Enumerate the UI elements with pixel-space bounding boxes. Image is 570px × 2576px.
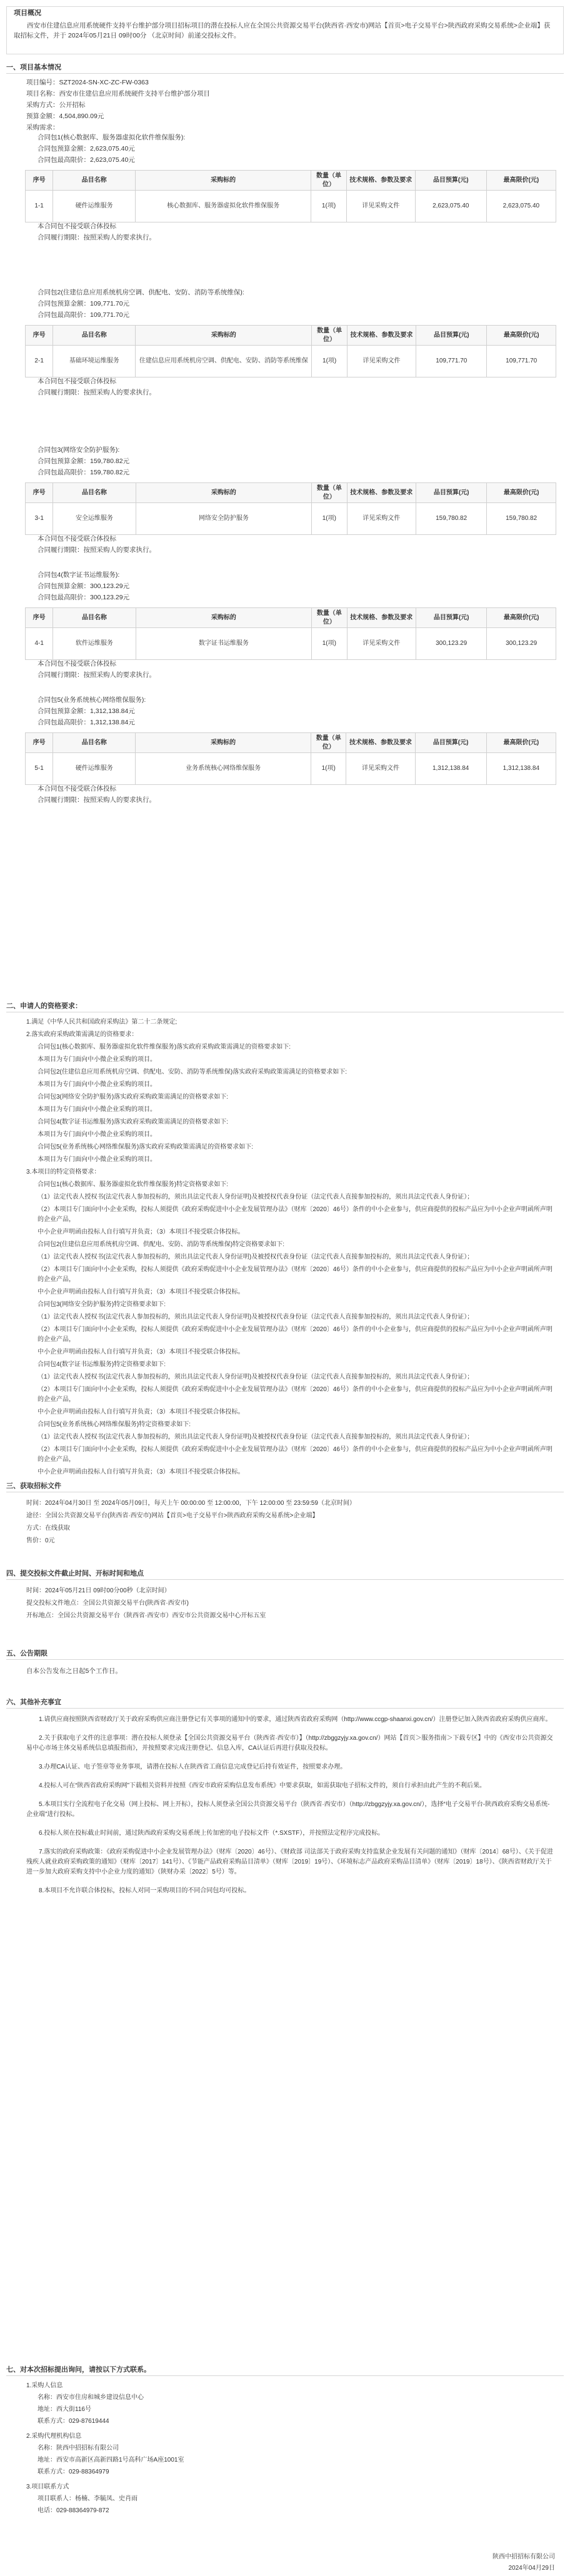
procurement-method: 采购方式：公开招标: [26, 101, 86, 109]
table-header-cell: 品目预算(元): [415, 733, 486, 753]
document-info-line: 售价：0元: [26, 1537, 55, 1544]
package-note-line: 本合同包不接受联合体投标: [38, 535, 116, 542]
document-info-line: 时间：2024年04月30日 至 2024年05月09日，每天上午 00:00:00 至 12:00:00，下午 12:00:00 至 23:59:59（北京时间）: [26, 1500, 356, 1507]
package-intro-line: 合同包预算金额：300,123.29元: [38, 582, 130, 590]
table-cell: 1,312,138.84: [486, 753, 556, 785]
package-intro-line: 合同包预算金额：1,312,138.84元: [38, 707, 135, 715]
qualification-line: 合同包5(业务系统核心网络维保服务)落实政府采购政策需满足的资格要求如下:: [38, 1144, 253, 1151]
table-header-cell: 最高限价(元): [487, 483, 556, 503]
qualification-line: 中小企业声明函由投标人自行填写并负责；（3）本项目不接受联合体投标。: [38, 1229, 244, 1236]
package-note-line: 合同履行期限：按照采购人的要求执行。: [38, 234, 156, 241]
table-cell: 159,780.82: [416, 503, 487, 535]
notice-paragraph: 6.投标人须在投标截止时间前，通过陕西政府采购交易系统上传加密的电子投标文件（*.SXSTF），并按照法定程序完成投标。: [39, 1830, 384, 1837]
qualification-line: （1）法定代表人授权书(法定代表人参加投标的，须出具法定代表人身份证明)及被授权代表身份证（法定代表人直接参加投标的，须出具法定代表人身份证）；: [38, 1194, 474, 1201]
table-row: [26, 753, 556, 785]
table-header-cell: 品目名称: [53, 733, 136, 753]
package-intro-line: 合同包最高限价：1,312,138.84元: [38, 719, 135, 726]
qualification-requirements: [26, 1017, 555, 1480]
project-overview-box: [6, 6, 564, 54]
table-cell: 5-1: [26, 753, 53, 785]
package-note-line: 本合同包不接受联合体投标: [38, 222, 116, 230]
table-header-cell: 技术规格、参数及要求: [346, 171, 415, 191]
package-table: [25, 325, 556, 377]
section-title-basic-info: 一、项目基本情况: [6, 64, 61, 71]
deadline-info: [26, 1586, 555, 1624]
qualification-line: 合同包2(住建信息应用系统机房空调、供配电、安防、消防等系统维保)特定资格要求如下:: [38, 1241, 284, 1248]
table-cell: 1,312,138.84: [415, 753, 486, 785]
table-header-cell: 技术规格、参数及要求: [347, 483, 416, 503]
table-cell: 住建信息应用系统机房空调、供配电、安防、消防等系统维保: [136, 346, 312, 377]
contact-line: 联系方式：029-87619444: [38, 2418, 109, 2425]
qualification-line: 合同包5(业务系统核心网络维保服务)特定资格要求如下:: [38, 1421, 191, 1428]
project-name: 项目名称：西安市住建信息应用系统硬件支持平台维护部分项目: [26, 90, 210, 97]
package-intro-line: 合同包预算金额：159,780.82元: [38, 457, 130, 465]
contact-line: 地址：西大街116号: [38, 2406, 91, 2413]
table-header-cell: 采购标的: [135, 171, 311, 191]
table-cell: 2,623,075.40: [486, 191, 556, 222]
qualification-line: （2）本项目专门面向中小企业采购，投标人须提供《政府采购促进中小企业发展管理办法》（财库〔2020〕46号）条件的中小企业参与，供应商提供的投标产品应为中小企业声明函所声明的企业产品，: [38, 1206, 552, 1223]
notice-paragraph: 1.请供应商按照陕西省财政厅关于政府采购供应商注册登记有关事项的通知中的要求，通过陕西省政府采购网（http://www.ccgp-shaanxi.gov.cn/）注册登记加入陕西省政府采购供应商库。: [39, 1716, 552, 1723]
contact-line: 联系方式：029-88364979: [38, 2469, 109, 2475]
table-row: [26, 191, 556, 222]
qualification-line: （1）法定代表人授权书(法定代表人参加投标的，须出具法定代表人身份证明)及被授权代表身份证（法定代表人直接参加投标的，须出具法定代表人身份证）；: [38, 1434, 474, 1440]
table-header-cell: 数量（单位）: [312, 483, 347, 503]
notice-paragraph: 8.本项目不允许联合体投标，投标人对同一采购项目的不同合同包均可投标。: [39, 1887, 251, 1894]
requirement-label: 采购需求：: [26, 124, 59, 131]
table-cell: 基础环境运维服务: [53, 346, 136, 377]
contact-line: 地址：西安市高新区高新四路1号高科广场A座1001室: [38, 2457, 184, 2464]
table-cell: 业务系统核心网络维保服务: [136, 753, 311, 785]
package-note-line: 本合同包不接受联合体投标: [38, 377, 116, 385]
qualification-line: 本项目为专门面向中小微企业采购的项目。: [38, 1131, 156, 1138]
table-header-cell: 技术规格、参数及要求: [346, 733, 415, 753]
table-cell: 109,771.70: [416, 346, 487, 377]
section-divider: [6, 1659, 564, 1660]
table-cell: 核心数据库、服务器虚拟化软件维保服务: [135, 191, 311, 222]
table-cell: 1(项): [311, 191, 346, 222]
package-intro-line: 合同包预算金额：2,623,075.40元: [38, 145, 135, 152]
contact-group-title: 1.采购人信息: [26, 2382, 63, 2389]
table-header-cell: 数量（单位）: [311, 733, 346, 753]
table-cell: 1(项): [311, 753, 346, 785]
package-note-line: 合同履行期限：按照采购人的要求执行。: [38, 671, 156, 679]
qualification-line: （1）法定代表人授权书(法定代表人参加投标的，须出具法定代表人身份证明)及被授权代表身份证（法定代表人直接参加投标的，须出具法定代表人身份证）；: [38, 1314, 474, 1320]
table-header-cell: 采购标的: [136, 326, 312, 346]
table-cell: 硬件运维服务: [53, 753, 136, 785]
table-header-cell: 品目名称: [53, 483, 136, 503]
budget-amount: 预算金额：4,504,890.09元: [26, 112, 104, 120]
contact-line: 名称：陕西中招招标有限公司: [38, 2445, 119, 2452]
table-header-cell: 品目名称: [53, 326, 136, 346]
table-header-cell: 采购标的: [136, 608, 312, 628]
announcement-period-text: 自本公告发布之日起5个工作日。: [26, 1667, 122, 1675]
overview-heading: 项目概况: [14, 9, 41, 17]
qualification-line: 合同包1(核心数据库、服务器虚拟化软件维保服务)特定资格要求如下:: [38, 1181, 228, 1188]
package-intro-line: 合同包预算金额：109,771.70元: [38, 300, 130, 307]
qualification-line: 合同包1(核心数据库、服务器虚拟化软件维保服务)落实政府采购政策需满足的资格要求如下:: [38, 1044, 291, 1051]
notice-paragraph: 4.投标人可在“陕西省政府采购网”下载相关资料并按照《西安市政府采购信息发布系统》中要求获取，如需获取电子招标文件的，须自行承担由此产生的不利后果。: [39, 1782, 486, 1789]
deadline-line: 开标地点：全国公共资源交易平台（陕西省·西安市）西安市公共资源交易中心开标五室: [26, 1612, 266, 1619]
deadline-line: 时间：2024年05月21日 09时00分00秒（北京时间）: [26, 1587, 171, 1594]
table-cell: 详见采购文件: [347, 628, 416, 660]
section-title-contact: 七、对本次招标提出询问，请按以下方式联系。: [6, 2366, 151, 2374]
table-row: [26, 346, 556, 377]
qualification-line: 中小企业声明函由投标人自行填写并负责；（3）本项目不接受联合体投标。: [38, 1289, 244, 1295]
package-intro-line: 合同包5(业务系统核心网络维保服务):: [38, 696, 146, 704]
package-note-line: 本合同包不接受联合体投标: [38, 785, 116, 792]
contact-line: 电话：029-88364979-872: [38, 2507, 109, 2514]
table-header-cell: 采购标的: [136, 483, 312, 503]
table-cell: 软件运维服务: [53, 628, 136, 660]
table-cell: 2,623,075.40: [415, 191, 486, 222]
table-header-cell: 数量（单位）: [312, 326, 347, 346]
table-header-cell: 品目名称: [53, 608, 136, 628]
package-note-line: 合同履行期限：按照采购人的要求执行。: [38, 796, 156, 804]
qualification-line: 合同包2(住建信息应用系统机房空调、供配电、安防、消防等系统维保)落实政府采购政策需满足的资格要求如下:: [38, 1069, 347, 1076]
qualification-line: 本项目为专门面向中小微企业采购的项目。: [38, 1156, 156, 1163]
section-title-qualification: 二、申请人的资格要求：: [6, 1002, 82, 1010]
document-info-line: 途径：全国公共资源交易平台(陕西省·西安市)网站【首页>电子交易平台>陕西政府采购交易系统>企业端】: [26, 1512, 319, 1519]
get-documents-info: [26, 1499, 555, 1549]
table-header-cell: 序号: [26, 483, 53, 503]
table-header-cell: 品目预算(元): [415, 171, 486, 191]
package-table: [25, 732, 556, 785]
table-header-cell: 品目预算(元): [416, 483, 487, 503]
qualification-line: 合同包4(数字证书运维服务)落实政府采购政策需满足的资格要求如下:: [38, 1119, 228, 1126]
section-divider: [6, 1708, 564, 1709]
contact-group-title: 2.采购代理机构信息: [26, 2433, 82, 2440]
table-header-cell: 序号: [26, 171, 53, 191]
notice-paragraph: 7.落实的政府采购政策：《政府采购促进中小企业发展管理办法》（财库〔2020〕46号）、《财政部 司法部关于政府采购支持监狱企业发展有关问题的通知》（财库〔2014〕68号）、《关于促进残疾人就业政府采购政策的通知》（财库〔2017〕141号）、《节能产品政府采购品目清单》（财库〔2019〕19号）、《环境标志产品政府采购品目清单》（财库〔2019〕18号）、《陕西省财政厅关于进一步加大政府采购支持中小企业力度的通知》（陕财办采〔2022〕5号）等。: [26, 1849, 553, 1875]
section-divider: [6, 2375, 564, 2376]
table-cell: 1-1: [26, 191, 53, 222]
contact-group-title: 3.项目联系方式: [26, 2484, 69, 2490]
table-cell: 3-1: [26, 503, 53, 535]
table-cell: 安全运维服务: [53, 503, 136, 535]
table-cell: 详见采购文件: [347, 346, 416, 377]
qualification-line: 本项目为专门面向中小微企业采购的项目。: [38, 1106, 156, 1113]
qualification-line: （1）法定代表人授权书(法定代表人参加投标的，须出具法定代表人身份证明)及被授权代表身份证（法定代表人直接参加投标的，须出具法定代表人身份证）；: [38, 1254, 474, 1261]
qualification-line: （2）本项目专门面向中小企业采购，投标人须提供《政府采购促进中小企业发展管理办法》（财库〔2020〕46号）条件的中小企业参与，供应商提供的投标产品应为中小企业声明函所声明的企业产品，: [38, 1326, 552, 1343]
section-title-announcement-period: 五、公告期限: [6, 1650, 48, 1657]
qualification-line: 中小企业声明函由投标人自行填写并负责；（3）本项目不接受联合体投标。: [38, 1349, 244, 1355]
table-cell: 159,780.82: [487, 503, 556, 535]
qualification-line: 2.落实政府采购政策需满足的资格要求：: [26, 1031, 138, 1038]
package-table: [25, 482, 556, 535]
package-intro-line: 合同包4(数字证书运维服务):: [38, 571, 120, 579]
qualification-line: （1）法定代表人授权书(法定代表人参加投标的，须出具法定代表人身份证明)及被授权代表身份证（法定代表人直接参加投标的，须出具法定代表人身份证）；: [38, 1374, 474, 1380]
qualification-line: 3.本项目的特定资格要求：: [26, 1169, 101, 1176]
section-divider: [6, 1579, 564, 1580]
overview-text: 西安市住建信息应用系统硬件支持平台维护部分项目招标项目的潜在投标人应在全国公共资源交易平台(陕西省·西安市)网站【首页>电子交易平台>陕西政府采购交易系统>企业端】获取招标文件，并于 2024年05月21日 09时00分 （北京时间）前递交投标文件。: [14, 22, 551, 40]
signature-date: 2024年04月29日: [508, 2565, 555, 2572]
table-row: [26, 628, 556, 660]
contact-line: 项目联系人：杨楠、李毓凤、史肖雨: [38, 2495, 138, 2502]
package-intro-line: 合同包最高限价：159,780.82元: [38, 469, 130, 476]
notice-paragraph: 3.办理CA认证、电子签章等业务事项，请潜在投标人在陕西省工商信息完成登记后持有效证件，按照要求办理。: [39, 1764, 347, 1770]
signature-org: 陕西中招招标有限公司: [492, 2554, 555, 2560]
table-header-cell: 品目预算(元): [416, 326, 487, 346]
table-header-cell: 序号: [26, 608, 53, 628]
table-cell: 数字证书运维服务: [136, 628, 312, 660]
table-cell: 详见采购文件: [346, 191, 415, 222]
table-header-cell: 最高限价(元): [487, 326, 556, 346]
table-header-cell: 技术规格、参数及要求: [347, 608, 416, 628]
table-header-cell: 最高限价(元): [486, 171, 556, 191]
qualification-line: （2）本项目专门面向中小企业采购，投标人须提供《政府采购促进中小企业发展管理办法》（财库〔2020〕46号）条件的中小企业参与，供应商提供的投标产品应为中小企业声明函所声明的企业产品，: [38, 1266, 552, 1283]
table-header-cell: 最高限价(元): [486, 733, 556, 753]
qualification-line: 合同包3(网络安全防护服务)特定资格要求如下:: [38, 1301, 166, 1308]
table-header-cell: 数量（单位）: [312, 608, 347, 628]
qualification-line: （2）本项目专门面向中小企业采购，投标人须提供《政府采购促进中小企业发展管理办法》（财库〔2020〕46号）条件的中小企业参与，供应商提供的投标产品应为中小企业声明函所声明的企业产品，: [38, 1386, 552, 1403]
section-title-deadline: 四、提交投标文件截止时间、开标时间和地点: [6, 1570, 144, 1577]
package-intro-line: 合同包最高限价：300,123.29元: [38, 594, 130, 601]
package-intro-line: 合同包2(住建信息应用系统机房空调、供配电、安防、消防等系统维保):: [38, 289, 244, 296]
package-intro-line: 合同包3(网络安全防护服务):: [38, 446, 120, 454]
table-header-cell: 数量（单位）: [311, 171, 346, 191]
package-note-line: 本合同包不接受联合体投标: [38, 660, 116, 667]
package-table: [25, 607, 556, 660]
package-intro-line: 合同包最高限价：109,771.70元: [38, 311, 130, 319]
package-note-line: 合同履行期限：按照采购人的要求执行。: [38, 546, 156, 554]
notice-paragraph: 2.关于获取电子文件的注意事项：潜在投标人须登录【全国公共资源交易平台（陕西省·西安市）】（http://zbggzyjy.xa.gov.cn/）网站【首页＞服务指南＞下载专区】中的《西安市公共资源交易中心市场主体交易系统信息填报指南》，并按照要求完成注册登记、信息入库，CA认证后再进行获取及投标。: [26, 1735, 553, 1752]
table-cell: 4-1: [26, 628, 53, 660]
table-cell: 300,123.29: [416, 628, 487, 660]
table-cell: 网络安全防护服务: [136, 503, 312, 535]
qualification-line: 中小企业声明函由投标人自行填写并负责；（3）本项目不接受联合体投标。: [38, 1409, 244, 1415]
notice-paragraph: 5.本项目实行全流程电子化交易（网上投标、网上开标），投标人须登录全国公共资源交易平台（陕西省·西安市）（http://zbggzyjy.xa.gov.cn/），选择“电子交易平台-陕西政府采购交易系统-企业端”进行投标。: [26, 1801, 550, 1818]
table-cell: 300,123.29: [487, 628, 556, 660]
project-number: 项目编号：SZT2024-SN-XC-ZC-FW-0363: [26, 79, 149, 86]
table-header-cell: 最高限价(元): [487, 608, 556, 628]
document-info-line: 方式：在线获取: [26, 1525, 70, 1532]
deadline-line: 提交投标文件地点：全国公共资源交易平台(陕西省·西安市): [26, 1600, 189, 1607]
table-header-cell: 品目预算(元): [416, 608, 487, 628]
table-header-cell: 序号: [26, 733, 53, 753]
table-cell: 详见采购文件: [347, 503, 416, 535]
package-table: [25, 170, 556, 222]
qualification-line: （2）本项目专门面向中小企业采购，投标人须提供《政府采购促进中小企业发展管理办法》（财库〔2020〕46号）条件的中小企业参与，供应商提供的投标产品应为中小企业声明函所声明的企业产品，: [38, 1446, 552, 1463]
qualification-line: 本项目为专门面向中小微企业采购的项目。: [38, 1056, 156, 1063]
table-cell: 2-1: [26, 346, 53, 377]
section-title-get-documents: 三、获取招标文件: [6, 1482, 61, 1490]
contact-info: [26, 2381, 555, 2516]
table-header-cell: 品目名称: [53, 171, 136, 191]
package-intro-line: 合同包最高限价：2,623,075.40元: [38, 156, 135, 164]
table-cell: 硬件运维服务: [53, 191, 136, 222]
qualification-line: 本项目为专门面向中小微企业采购的项目。: [38, 1081, 156, 1088]
table-cell: 1(项): [312, 503, 347, 535]
section-divider: [6, 73, 564, 74]
table-cell: 1(项): [312, 628, 347, 660]
table-header-cell: 采购标的: [136, 733, 311, 753]
table-cell: 1(项): [312, 346, 347, 377]
qualification-line: 合同包4(数字证书运维服务)特定资格要求如下:: [38, 1361, 166, 1368]
table-cell: 109,771.70: [487, 346, 556, 377]
table-header-cell: 技术规格、参数及要求: [347, 326, 416, 346]
table-cell: 详见采购文件: [346, 753, 415, 785]
section-title-other-matters: 六、其他补充事宜: [6, 1699, 61, 1706]
package-note-line: 合同履行期限：按照采购人的要求执行。: [38, 389, 156, 396]
table-header-cell: 序号: [26, 326, 53, 346]
qualification-line: 合同包3(网络安全防护服务)落实政府采购政策需满足的资格要求如下:: [38, 1094, 228, 1101]
package-intro-line: 合同包1(核心数据库、服务器虚拟化软件维保服务):: [38, 134, 186, 141]
other-matters-notes: [26, 1715, 555, 1905]
table-row: [26, 503, 556, 535]
qualification-line: 中小企业声明函由投标人自行填写并负责；（3）本项目不接受联合体投标。: [38, 1469, 244, 1475]
qualification-line: 1.满足《中华人民共和国政府采购法》第二十二条规定;: [26, 1019, 178, 1026]
contact-line: 名称：西安市住房和城乡建设信息中心: [38, 2394, 144, 2401]
